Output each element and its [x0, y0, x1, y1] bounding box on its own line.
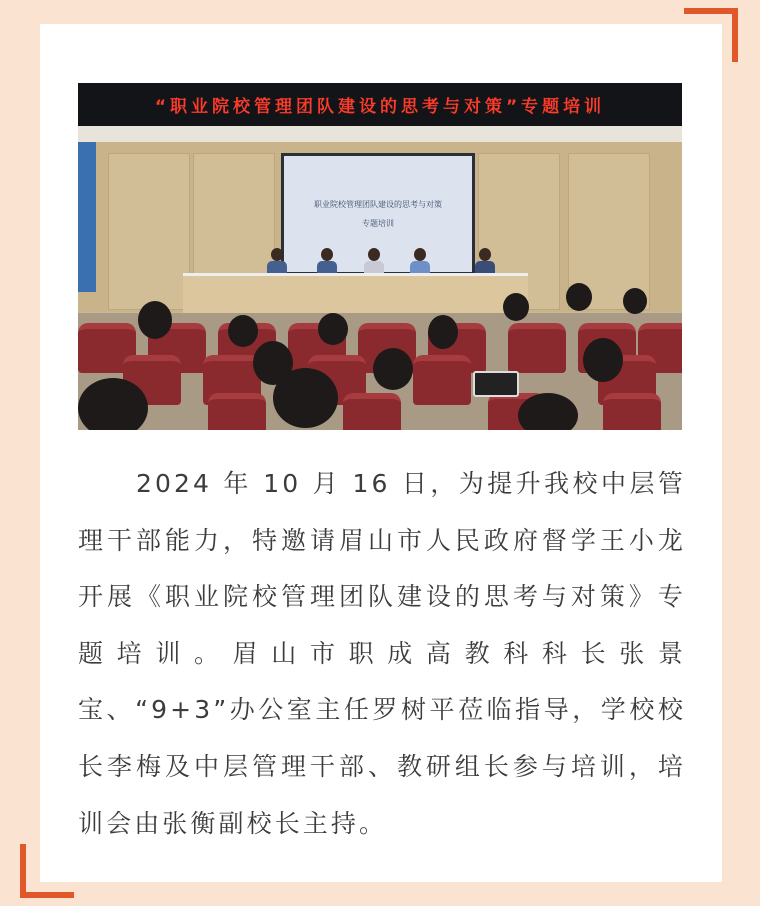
audience-head [78, 378, 148, 430]
ceiling [78, 126, 682, 142]
seat [208, 393, 266, 430]
audience-head [623, 288, 647, 314]
audience-head [138, 301, 172, 339]
article-paragraph: 2024 年 10 月 16 日，为提升我校中层管理干部能力，特邀请眉山市人民政府督学王小龙开展《职业院校管理团队建设的思考与对策》专题培训。眉山市职成高教科科长张景宝、“9+3”办公室主任罗树平莅临指导，学校校长李梅及中层管理干部、教研组长参与培训，培训会由张衡副校长主持。 [78, 469, 686, 838]
photo-banner: “职业院校管理团队建设的思考与对策”专题培训 [78, 83, 682, 126]
seat [413, 355, 471, 405]
screen-title: 职业院校管理团队建设的思考与对策 [314, 200, 442, 209]
phone-in-hand [473, 371, 519, 397]
curtain [78, 142, 96, 292]
seat [603, 393, 661, 430]
corner-decoration-bottom-left [20, 844, 74, 898]
seat [508, 323, 566, 373]
audience-head [583, 338, 623, 382]
audience-head [273, 368, 338, 428]
audience-head [428, 315, 458, 349]
audience-head [228, 315, 258, 347]
audience-head [566, 283, 592, 311]
training-photo [78, 83, 682, 430]
screen-subtitle: 专题培训 [362, 219, 394, 228]
wall-panel [108, 153, 190, 310]
audience-head [518, 393, 578, 430]
audience-head [318, 313, 348, 345]
audience-head [503, 293, 529, 321]
audience-head [373, 348, 413, 390]
seat [343, 393, 401, 430]
article-body [78, 456, 686, 852]
